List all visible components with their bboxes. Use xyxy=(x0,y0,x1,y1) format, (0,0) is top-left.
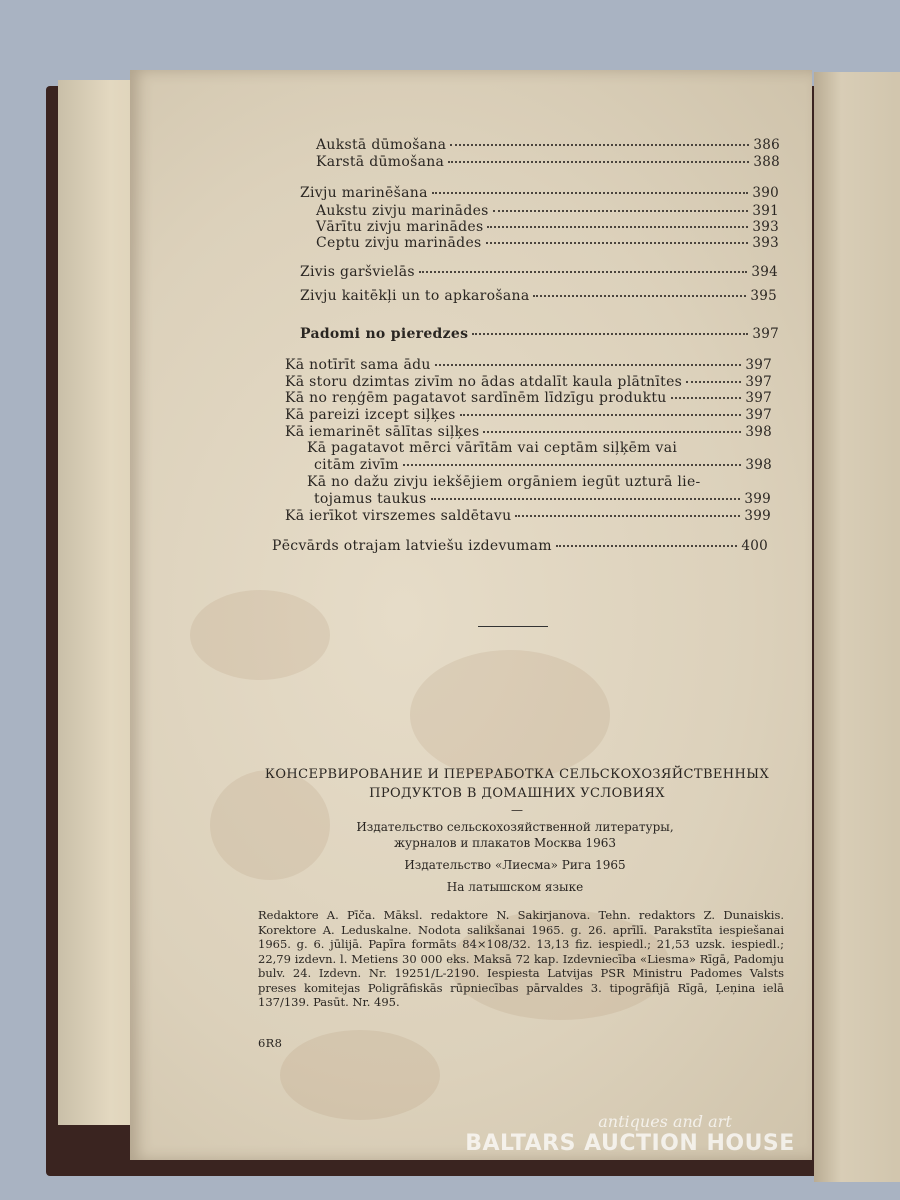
toc-page-number: 397 xyxy=(745,407,772,423)
toc-title: Karstā dūmošana xyxy=(316,154,445,170)
toc-title: citām zivīm xyxy=(314,457,399,473)
watermark xyxy=(420,1112,840,1156)
toc-title: Zivju marinēšana xyxy=(300,185,428,201)
toc-page-number: 399 xyxy=(744,508,771,524)
toc-row xyxy=(272,538,768,554)
toc-row xyxy=(285,508,771,524)
toc-row xyxy=(316,154,780,170)
toc-page-number: 399 xyxy=(744,491,771,507)
watermark-line1: antiques and art xyxy=(598,1112,732,1131)
toc-title: Kā pareizi izcept siļķes xyxy=(285,407,456,423)
toc-row xyxy=(314,457,772,473)
toc-row xyxy=(300,288,777,304)
toc-row xyxy=(316,203,779,219)
toc-continuation: Kā no dažu zivju iekšējiem orgāniem iegūt uzturā lie- xyxy=(307,474,701,490)
toc-row xyxy=(285,424,772,440)
toc-section-heading xyxy=(300,326,779,342)
toc-page-number: 388 xyxy=(753,154,780,170)
toc-continuation: Kā pagatavot mērci vārītām vai ceptām siļķēm vai xyxy=(307,440,678,456)
toc-page-number: 390 xyxy=(752,185,779,201)
toc-page-number: 395 xyxy=(750,288,777,304)
toc-title: Aukstu zivju marinādes xyxy=(316,203,489,219)
toc-row xyxy=(300,185,779,201)
right-page xyxy=(814,72,900,1182)
toc-page-number: 400 xyxy=(741,538,768,554)
toc-page-number: 393 xyxy=(752,219,779,235)
toc-title: Zivis garšvielās xyxy=(300,264,415,280)
toc-title: Padomi no pieredzes xyxy=(300,326,469,342)
colophon-code: 6R8 xyxy=(258,1036,283,1050)
toc-title: Pēcvārds otrajam latviešu izdevumam xyxy=(272,538,552,554)
colophon-text: Redaktore A. Pīča. Māksl. redaktore N. Sakirjanova. Tehn. redaktors Z. Dunaiskis. Korektore A. Leduskalne. Nodota salikšanai 1965. g. 26. aprīlī. Parakstīta iespiešanai 1965. g. 6. jūlijā. Papīra formāts 84×108/32. 13,13 fiz. iespiedl.; 21,53 uzsk. iespiedl.; 22,79 izdevn. l. Metiens 30 000 eks. Maksā 72 kap. Izdevniecība «Liesma» Rīgā, Padomju bulv. 24. Izdevn. Nr. 19251/L-2190. Iespiesta Latvijas PSR Ministru Padomes Valsts preses komitejas Poligrāfiskās rūpniecības pārvaldes 3. tipogrāfijā Rīgā, Ļeņina ielā 137/139. Pasūt. Nr. 495. xyxy=(258,908,784,1009)
toc-title: Kā ierīkot virszemes saldētavu xyxy=(285,508,512,524)
ru-title-line2: ПРОДУКТОВ В ДОМАШНИХ УСЛОВИЯХ xyxy=(369,786,665,801)
toc-row xyxy=(316,235,779,251)
ru-publisher-line1: Издательство сельскохозяйственной литературы, xyxy=(356,820,674,834)
toc-page-number: 386 xyxy=(753,137,780,153)
toc-title: Zivju kaitēkļi un to apkarošana xyxy=(300,288,530,304)
toc-title: Aukstā dūmošana xyxy=(316,137,447,153)
toc-page-number: 397 xyxy=(745,374,772,390)
ru-publisher-line3: Издательство «Лиесма» Рига 1965 xyxy=(404,858,626,872)
toc-title: tojamus taukus xyxy=(314,491,427,507)
toc-page-number: 391 xyxy=(752,203,779,219)
divider-rule xyxy=(478,626,548,627)
toc-page-number: 397 xyxy=(745,357,772,373)
toc-page-number: 394 xyxy=(751,264,778,280)
toc-row xyxy=(314,491,771,507)
toc-title: Vārītu zivju marinādes xyxy=(316,219,484,235)
toc-row xyxy=(285,407,772,423)
toc-page-number: 393 xyxy=(752,235,779,251)
ru-title-line1: КОНСЕРВИРОВАНИЕ И ПЕРЕРАБОТКА СЕЛЬСКОХОЗЯЙСТВЕННЫХ xyxy=(264,767,770,782)
toc-title: Kā notīrīt sama ādu xyxy=(285,357,431,373)
ru-language: На латышском языке xyxy=(446,880,584,894)
toc-row xyxy=(316,137,780,153)
toc-row xyxy=(285,390,772,406)
toc-row xyxy=(285,374,772,390)
toc-page-number: 398 xyxy=(745,457,772,473)
toc-title: Kā no reņģēm pagatavot sardīnēm līdzīgu produktu xyxy=(285,390,667,406)
toc-title: Kā storu dzimtas zivīm no ādas atdalīt kaula plātnītes xyxy=(285,374,683,390)
toc-row xyxy=(285,357,772,373)
toc-page-number: 397 xyxy=(752,326,779,342)
toc-page-number: 397 xyxy=(745,390,772,406)
toc-row xyxy=(316,219,779,235)
watermark-line2: BALTARS AUCTION HOUSE xyxy=(465,1131,795,1156)
toc-title: Ceptu zivju marinādes xyxy=(316,235,482,251)
toc-page-number: 398 xyxy=(745,424,772,440)
ru-dash: — xyxy=(511,803,523,817)
toc-title: Kā iemarinēt sālītas siļķes xyxy=(285,424,480,440)
ru-publisher-line2: журналов и плакатов Москва 1963 xyxy=(393,836,617,850)
toc-row xyxy=(300,264,778,280)
